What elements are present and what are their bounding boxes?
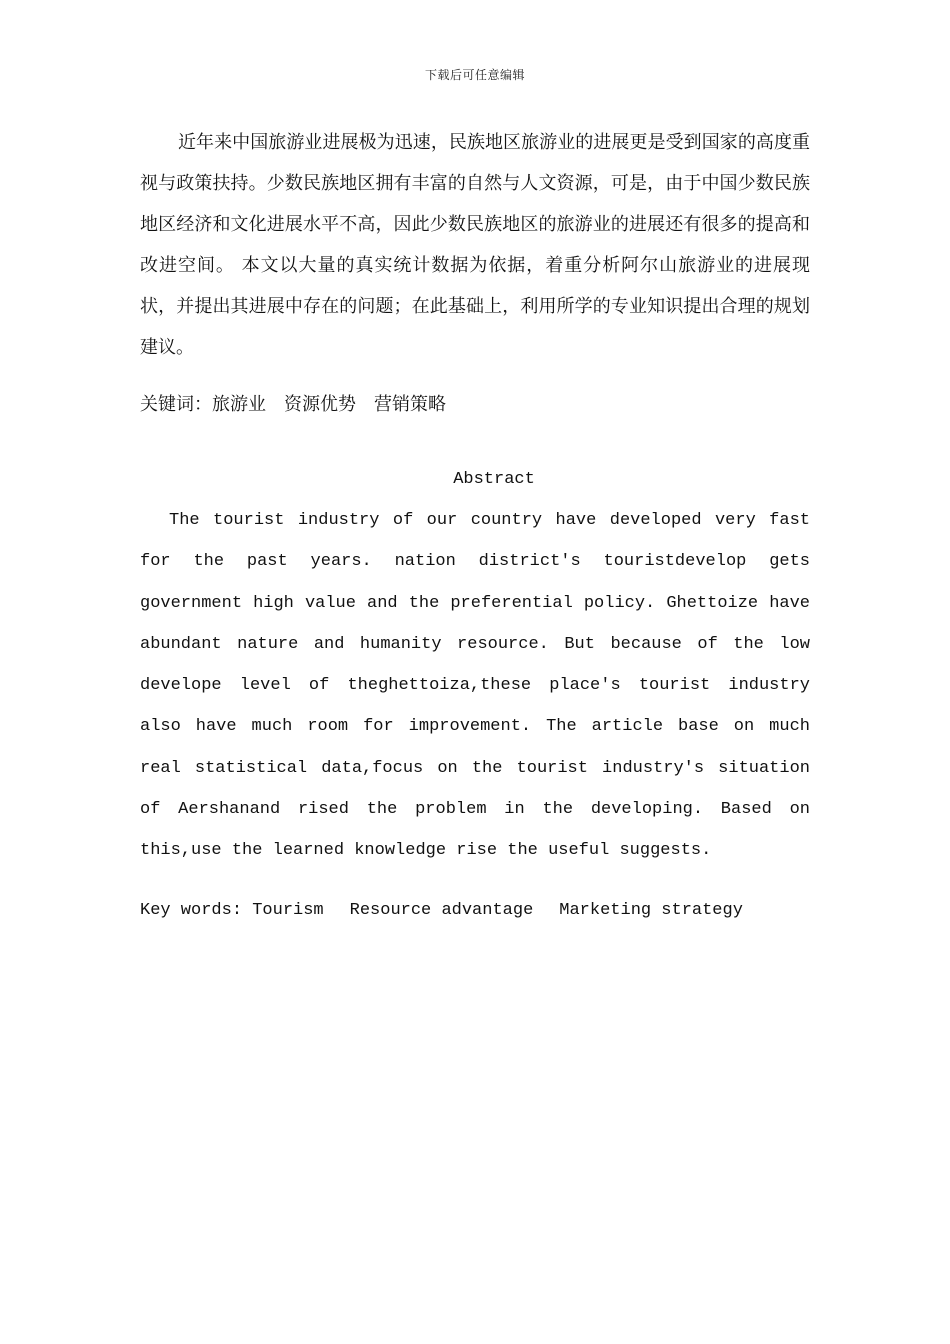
english-keyword-2: Resource advantage [349, 901, 534, 920]
chinese-keyword-3: 营销策略 [374, 394, 446, 415]
chinese-keyword-1: 旅游业 [212, 394, 266, 415]
english-abstract-title: Abstract [453, 470, 535, 489]
english-keyword-3: Marketing strategy [559, 901, 743, 920]
chinese-keywords [140, 388, 810, 422]
english-abstract-paragraph: The tourist industry of our country have developed very fast for the past years. nation district's touristdevelop gets government high value and the preferential policy. Ghettoize have abundant nature and humanity resource. But because of the low develope level of theghettoiza,these place's tourist industry also have much room for improvement. The article base on much real statistical data,focus on the tourist industry's situation of Aershanand rised the problem in the developing. Based on this,use the learned knowledge rise the useful suggests. [140, 511, 810, 861]
chinese-abstract-paragraph: 近年来中国旅游业进展极为迅速，民族地区旅游业的进展更是受到国家的高度重视与政策扶持。少数民族地区拥有丰富的自然与人文资源，可是，由于中国少数民族地区经济和文化进展水平不高，因此少数民族地区的旅游业的进展还有很多的提高和改进空间。 本文以大量的真实统计数据为依据，着重分析阿尔山旅游业的进展现状，并提出其进展中存在的问题；在此基础上，利用所学的专业知识提出合理的规划建议。 [140, 132, 810, 358]
english-keywords-label: Key words: [140, 901, 253, 920]
english-keyword-1: Tourism [252, 901, 324, 920]
chinese-keyword-2: 资源优势 [284, 394, 356, 415]
chinese-keywords-label: 关键词： [140, 394, 212, 415]
page-header-note: 下载后可任意编辑 [424, 68, 525, 82]
english-keywords [140, 896, 810, 926]
